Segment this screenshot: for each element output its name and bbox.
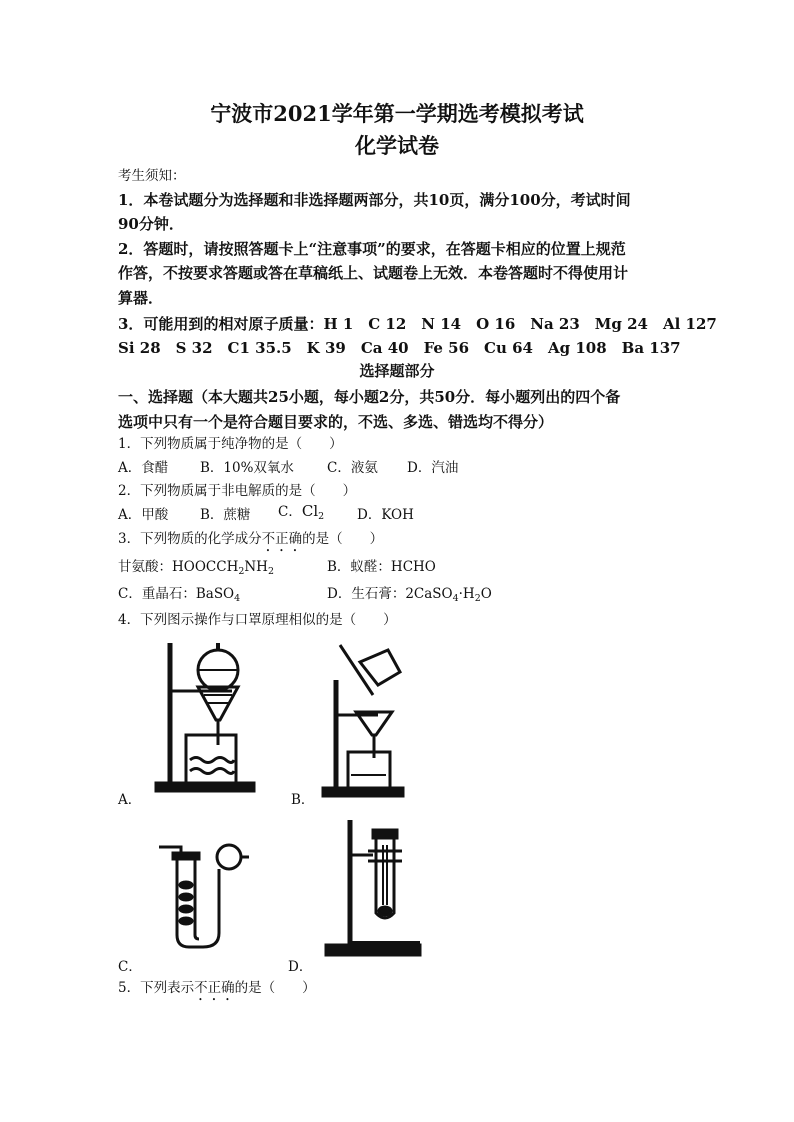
q3-option-b: B．蚁醛：HCHO — [327, 559, 436, 575]
q4-option-d: D． — [288, 959, 313, 975]
q4-option-a: A． — [118, 792, 142, 808]
apparatus-d-figure — [318, 815, 428, 960]
q1-option-d: D．汽油 — [407, 460, 459, 476]
apparatus-a-figure — [150, 635, 260, 795]
q3-option-c — [118, 582, 240, 602]
q4-option-b: B． — [291, 792, 315, 808]
q3-option-a-label: 甘氨酸： — [118, 559, 172, 575]
q3-option-d-f1: 2CaSO — [405, 586, 453, 602]
section-instr-line1: 一、选择题（本大题共25小题，每小题2分，共50分．每小题列出的四个备 — [118, 388, 621, 406]
q3-option-d-s2: 2 — [474, 592, 481, 604]
q4-stem: 4．下列图示操作与口罩原理相似的是（ ） — [118, 612, 397, 628]
q5-stem-post: 的是（ ） — [234, 980, 316, 996]
notice-item1-line2: 90分钟． — [118, 215, 184, 233]
section-title: 选择题部分 — [359, 362, 435, 380]
q3-stem-pre: 3．下列物质的化学成分 — [118, 531, 262, 547]
notice-item2-line2: 作答，不按要求答题或答在草稿纸上、试题卷上无效．本卷答题时不得使用计 — [118, 264, 629, 282]
notice-heading: 考生须知： — [118, 168, 186, 184]
q3-option-a — [118, 555, 274, 575]
q3-stem-post: 的是（ ） — [302, 531, 384, 547]
q3-stem — [118, 527, 383, 555]
q2-option-b: B．蔗糖 — [200, 507, 251, 523]
exam-subtitle: 化学试卷 — [355, 133, 439, 158]
q3-option-d-label: D．生石膏： — [327, 586, 406, 602]
q5-stem-emphasis: 不正确 — [194, 980, 235, 996]
q1-option-c: C．液氨 — [327, 460, 378, 476]
q3-option-c-label: C．重晶石： — [118, 586, 196, 602]
q3-option-d — [327, 582, 492, 602]
notice-item2-line3: 算器． — [118, 289, 164, 307]
q3-option-a-f2: NH — [244, 559, 268, 575]
notice-item3-line2: Si 28 S 32 C1 35.5 K 39 Ca 40 Fe 56 Cu 64 Ag 108 Ba 137 — [118, 339, 681, 357]
q2-stem: 2．下列物质属于非电解质的是（ ） — [118, 483, 357, 499]
apparatus-b-figure — [318, 640, 408, 800]
q3-option-a-s2: 2 — [267, 565, 274, 577]
q2-option-c-sub: 2 — [318, 510, 325, 522]
q2-option-c-formula: Cl — [301, 502, 319, 520]
q5-stem — [118, 976, 316, 1004]
q3-option-d-f3: O — [480, 586, 492, 602]
q3-option-d-f2: ·H — [458, 586, 475, 602]
q3-option-c-s1: 4 — [234, 592, 241, 604]
q3-option-d-s1: 4 — [452, 592, 459, 604]
apparatus-c-figure — [155, 835, 255, 955]
notice-item3-line1: 3．可能用到的相对原子质量：H 1 C 12 N 14 O 16 Na 23 Mg 24 Al 127 — [118, 315, 717, 333]
q2-option-a: A．甲酸 — [118, 507, 169, 523]
q1-stem: 1．下列物质属于纯净物的是（ ） — [118, 436, 343, 452]
q3-option-c-f1: BaSO — [195, 586, 235, 602]
q2-option-c-label: C． — [278, 504, 302, 520]
q5-stem-pre: 5．下列表示 — [118, 980, 195, 996]
q4-option-c: C． — [118, 959, 142, 975]
notice-item2-line1: 2．答题时，请按照答题卡上“注意事项”的要求，在答题卡相应的位置上规范 — [118, 240, 626, 258]
q2-option-d: D．KOH — [357, 507, 414, 523]
section-instr-line2: 选项中只有一个是符合题目要求的，不选、多选、错选均不得分） — [118, 413, 554, 431]
notice-item1-line1: 1．本卷试题分为选择题和非选择题两部分，共10页，满分100分，考试时间 — [118, 191, 631, 209]
q1-option-b: B．10%双氧水 — [200, 460, 294, 476]
q3-stem-emphasis: 不正确 — [261, 531, 303, 547]
q1-option-a: A．食醋 — [118, 460, 169, 476]
exam-title: 宁波市2021学年第一学期选考模拟考试 — [210, 101, 584, 126]
q3-option-a-s1: 2 — [238, 565, 245, 577]
q2-option-c — [278, 500, 324, 520]
q3-option-a-f1: HOOCCH — [172, 559, 239, 575]
